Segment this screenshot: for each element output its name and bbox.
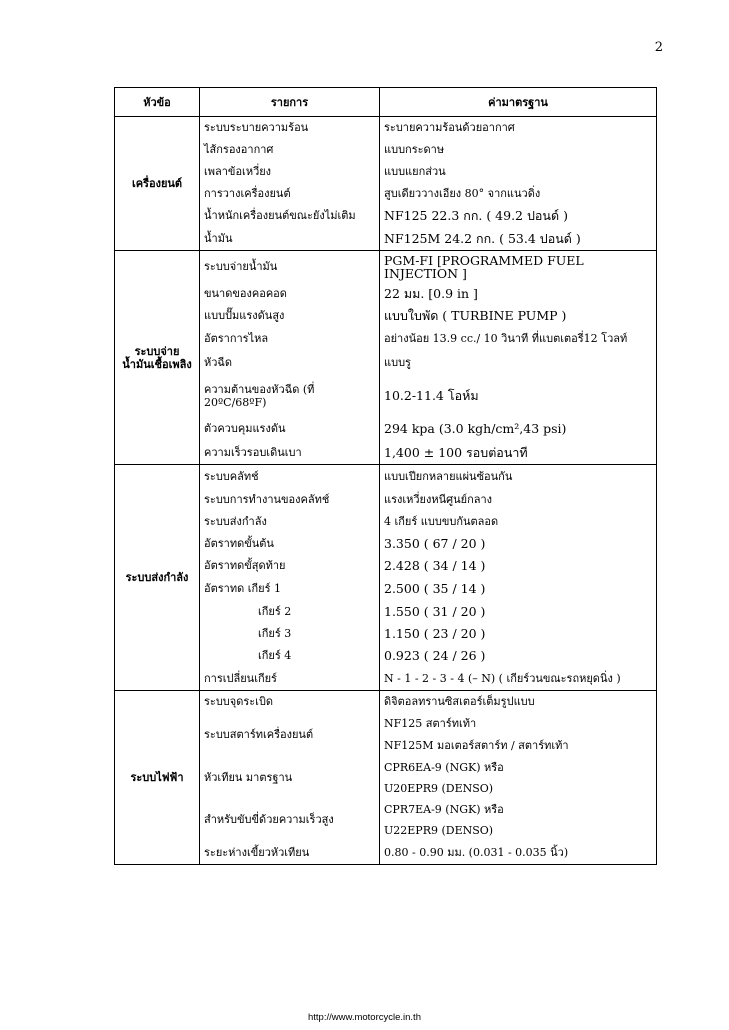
item-value: สูบเดียววางเอียง 80° จากแนวดิ่ง	[380, 183, 657, 205]
item-label: เกียร์ 2	[200, 601, 380, 623]
item-value: 1,400 ± 100 รอบต่อนาที	[380, 441, 657, 465]
table-row	[115, 691, 657, 713]
item-label: แบบปั๊มแรงดันสูง	[200, 305, 380, 327]
page-number: 2	[654, 40, 663, 55]
item-value: 0.80 - 0.90 มม. (0.031 - 0.035 นิ้ว)	[380, 841, 657, 865]
table-header-row	[115, 88, 657, 117]
header-item: รายการ	[200, 88, 380, 117]
item-value: 3.350 ( 67 / 20 )	[380, 533, 657, 555]
item-label: อัตราทดขั้สุดท้าย	[200, 555, 380, 577]
item-label: ตัวควบคุมแรงดัน	[200, 417, 380, 441]
item-value: อย่างน้อย 13.9 cc./ 10 วินาที ที่แบตเตอรี่12 โวลท์	[380, 327, 657, 351]
item-label: ความต้านของหัวฉีด (ที่ 20ºC/68ºF)	[200, 375, 380, 417]
item-label: น้ำมัน	[200, 227, 380, 251]
item-label: ระบบระบายความร้อน	[200, 117, 380, 139]
table-row	[115, 117, 657, 139]
item-label: ระบบส่งกำลัง	[200, 511, 380, 533]
item-value: NF125 สตาร์ทเท้า	[380, 713, 657, 735]
item-value: NF125 22.3 กก. ( 49.2 ปอนด์ )	[380, 205, 657, 227]
item-label: อัตราการไหล	[200, 327, 380, 351]
group-fuel-system: ระบบจ่าย น้ำมันเชื้อเพลิง	[115, 251, 200, 465]
item-label: การเปลี่ยนเกียร์	[200, 667, 380, 691]
item-label: ระบบสตาร์ทเครื่องยนต์	[200, 713, 380, 757]
item-value: 4 เกียร์ แบบขบกันตลอด	[380, 511, 657, 533]
item-label: ความเร็วรอบเดินเบา	[200, 441, 380, 465]
item-value: PGM-FI [PROGRAMMED FUEL INJECTION ]	[380, 251, 657, 283]
group-electrical: ระบบไฟฟ้า	[115, 691, 200, 865]
item-value: CPR6EA-9 (NGK) หรือ	[380, 757, 657, 778]
item-value: แบบกระดาษ	[380, 139, 657, 161]
item-value: N - 1 - 2 - 3 - 4 (– N) ( เกียร์วนขณะรถหยุดนิ่ง )	[380, 667, 657, 691]
header-standard: ค่ามาตรฐาน	[380, 88, 657, 117]
item-label: อัตราทดขั้นต้น	[200, 533, 380, 555]
item-label: เกียร์ 4	[200, 645, 380, 667]
item-value: ระบายความร้อนด้วยอากาศ	[380, 117, 657, 139]
item-label: ระบบจุดระเบิด	[200, 691, 380, 713]
item-value: 0.923 ( 24 / 26 )	[380, 645, 657, 667]
item-label: ไส้กรองอากาศ	[200, 139, 380, 161]
item-label: น้ำหนักเครื่องยนต์ขณะยังไม่เติม	[200, 205, 380, 227]
item-label: สำหรับขับขี่ด้วยความเร็วสูง	[200, 799, 380, 841]
item-value: แบบรู	[380, 351, 657, 375]
item-value: แรงเหวี่ยงหนีศูนย์กลาง	[380, 489, 657, 511]
item-label: ระบบจ่ายน้ำมัน	[200, 251, 380, 283]
item-value: ดิจิตอลทรานซิสเตอร์เต็มรูปแบบ	[380, 691, 657, 713]
item-value: แบบแยกส่วน	[380, 161, 657, 183]
item-value: 2.500 ( 35 / 14 )	[380, 577, 657, 601]
item-label: หัวฉีด	[200, 351, 380, 375]
item-value: 1.550 ( 31 / 20 )	[380, 601, 657, 623]
item-value: 1.150 ( 23 / 20 )	[380, 623, 657, 645]
item-value: NF125M มอเตอร์สตาร์ท / สตาร์ทเท้า	[380, 735, 657, 757]
table-row	[115, 251, 657, 283]
group-engine: เครื่องยนต์	[115, 117, 200, 251]
table-row	[115, 465, 657, 489]
item-label: หัวเทียน มาตรฐาน	[200, 757, 380, 799]
item-value: U20EPR9 (DENSO)	[380, 778, 657, 799]
item-value: CPR7EA-9 (NGK) หรือ	[380, 799, 657, 820]
item-label: เพลาข้อเหวี่ยง	[200, 161, 380, 183]
footer-url: http://www.motorcycle.in.th	[308, 1012, 421, 1023]
item-value: NF125M 24.2 กก. ( 53.4 ปอนด์ )	[380, 227, 657, 251]
item-label: เกียร์ 3	[200, 623, 380, 645]
item-value: 10.2-11.4 โอห์ม	[380, 375, 657, 417]
item-label: ขนาดของคอคอด	[200, 283, 380, 305]
item-value: U22EPR9 (DENSO)	[380, 820, 657, 841]
group-transmission: ระบบส่งกำลัง	[115, 465, 200, 691]
header-topic: หัวข้อ	[115, 88, 200, 117]
item-label: การวางเครื่องยนต์	[200, 183, 380, 205]
item-value: 294 kpa (3.0 kgh/cm²,43 psi)	[380, 417, 657, 441]
item-value: แบบใบพัด ( TURBINE PUMP )	[380, 305, 657, 327]
item-value: แบบเปียกหลายแผ่นซ้อนกัน	[380, 465, 657, 489]
item-value: 2.428 ( 34 / 14 )	[380, 555, 657, 577]
item-label: ระบบการทำงานของคลัทช์	[200, 489, 380, 511]
item-label: อัตราทด เกียร์ 1	[200, 577, 380, 601]
item-label: ระบบคลัทช์	[200, 465, 380, 489]
item-value: 22 มม. [0.9 in ]	[380, 283, 657, 305]
spec-table	[114, 87, 657, 865]
item-label: ระยะห่างเขี้ยวหัวเทียน	[200, 841, 380, 865]
